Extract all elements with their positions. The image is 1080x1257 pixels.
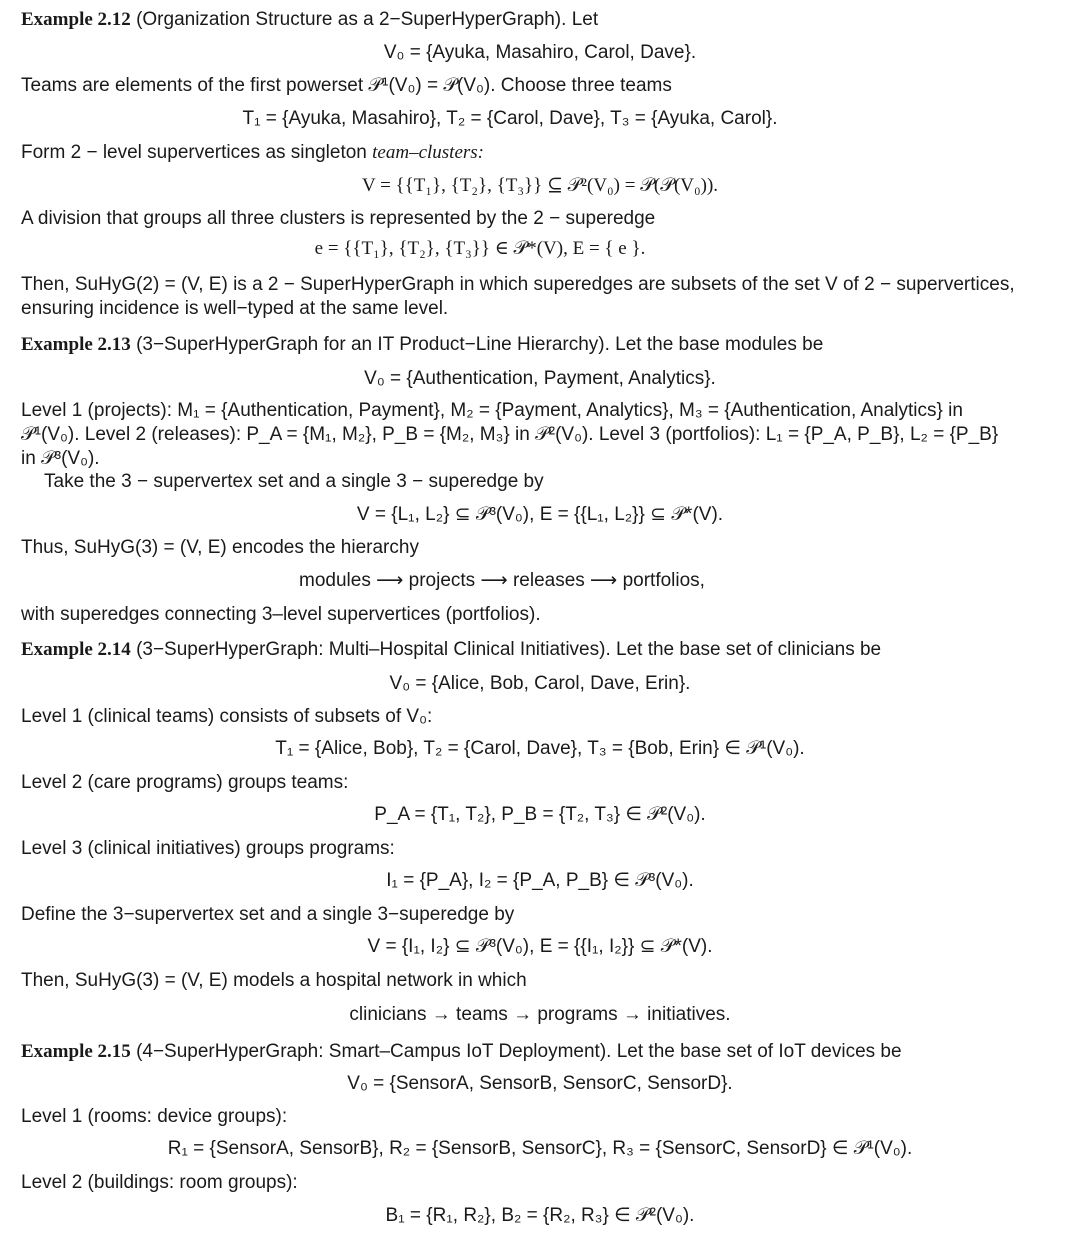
example-2-15-heading: Example 2.15 (4−SuperHyperGraph: Smart–Campus IoT Deployment). Let the base set of IoT devices be	[21, 1041, 902, 1062]
example-label: Example 2.14	[21, 639, 131, 660]
text: Let	[571, 9, 599, 30]
example-2-12-heading	[21, 8, 598, 32]
paragraph: Level 2 (buildings: room groups):	[21, 1172, 298, 1193]
paragraph: Then, SuHyG(2) = (V, E) is a 2 − SuperHyperGraph in which superedges are subsets of the set V of 2 − supervertices,	[21, 274, 1015, 295]
paragraph: Level 1 (rooms: device groups):	[21, 1106, 288, 1127]
example-title: (Organization Structure as a 2−SuperHyperGraph).	[136, 9, 567, 30]
example-2-14-heading: Example 2.14 (3−SuperHyperGraph: Multi–Hospital Clinical Initiatives). Let the base set of clinicians be	[21, 639, 882, 660]
paragraph: Form 2 − level supervertices as singleton team–clusters:	[21, 142, 485, 163]
paragraph: Take the 3 − supervertex set and a single 3 − superedge by	[44, 471, 544, 492]
equation-v0: V₀ = {Ayuka, Masahiro, Carol, Dave}.	[383, 42, 697, 63]
equation-supervertex-set: V = {L₁, L₂} ⊆ 𝒫³(V₀), E = {{L₁, L₂}} ⊆ 𝒫*(V).	[356, 504, 724, 525]
paragraph: Teams are elements of the first powerset 𝒫¹(V₀) = 𝒫(V₀). Choose three teams	[21, 75, 672, 96]
paragraph: ensuring incidence is well−typed at the same level.	[21, 298, 449, 319]
equation-supervertices: V = {{T₁}, {T₂}, {T₃}} ⊆ 𝒫²(V₀) = 𝒫(𝒫(V₀)).	[361, 175, 719, 196]
equation-teams: T₁ = {Ayuka, Masahiro}, T₂ = {Carol, Dave}, T₃ = {Ayuka, Carol}.	[242, 108, 778, 129]
paragraph: with superedges connecting 3–level supervertices (portfolios).	[21, 604, 541, 625]
paragraph: Define the 3−supervertex set and a single 3−superedge by	[21, 904, 515, 925]
example-label: Example 2.15	[21, 1041, 131, 1062]
equation-buildings: B₁ = {R₁, R₂}, B₂ = {R₂, R₃} ∈ 𝒫²(V₀).	[385, 1205, 695, 1226]
example-label: Example 2.12	[21, 9, 131, 30]
equation-teams: T₁ = {Alice, Bob}, T₂ = {Carol, Dave}, T₃ = {Bob, Erin} ∈ 𝒫¹(V₀).	[275, 738, 805, 759]
paragraph: Level 2 (care programs) groups teams:	[21, 772, 349, 793]
equation-supervertex-set: V = {I₁, I₂} ⊆ 𝒫³(V₀), E = {{I₁, I₂}} ⊆ 𝒫*(V).	[367, 936, 713, 957]
paragraph: Thus, SuHyG(3) = (V, E) encodes the hierarchy	[21, 537, 419, 558]
equation-v0: V₀ = {SensorA, SensorB, SensorC, SensorD}.	[347, 1073, 733, 1094]
example-title: (4−SuperHyperGraph: Smart–Campus IoT Deployment).	[136, 1041, 612, 1062]
equation-hierarchy: clinicians → teams → programs → initiatives.	[349, 1004, 731, 1025]
paragraph: A division that groups all three clusters is represented by the 2 − superedge	[21, 208, 656, 229]
example-title: (3−SuperHyperGraph: Multi–Hospital Clinical Initiatives).	[136, 639, 611, 660]
equation-hierarchy: modules ⟶ projects ⟶ releases ⟶ portfolios,	[299, 570, 705, 591]
paragraph: in 𝒫³(V₀).	[21, 448, 100, 469]
equation-rooms: R₁ = {SensorA, SensorB}, R₂ = {SensorB, SensorC}, R₃ = {SensorC, SensorD} ∈ 𝒫¹(V₀).	[167, 1138, 913, 1159]
equation-v0: V₀ = {Alice, Bob, Carol, Dave, Erin}.	[389, 673, 691, 694]
paragraph: Level 3 (clinical initiatives) groups programs:	[21, 838, 395, 859]
example-2-13-heading: Example 2.13 (3−SuperHyperGraph for an IT Product−Line Hierarchy). Let the base modules be	[21, 334, 824, 355]
example-label: Example 2.13	[21, 334, 131, 355]
equation-superedge: e = {{T₁}, {T₂}, {T₃}} ∈ 𝒫*(V), E = { e }.	[314, 238, 646, 259]
equation-v0: V₀ = {Authentication, Payment, Analytics}.	[364, 368, 716, 389]
equation-programs: P_A = {T₁, T₂}, P_B = {T₂, T₃} ∈ 𝒫²(V₀).	[374, 804, 706, 825]
paragraph: 𝒫¹(V₀). Level 2 (releases): P_A = {M₁, M₂}, P_B = {M₂, M₃} in 𝒫²(V₀). Level 3 (portfolios): L₁ = {P_A, P_B}, L₂ = {P_B}	[21, 424, 999, 445]
example-title: (3−SuperHyperGraph for an IT Product−Line Hierarchy).	[136, 334, 610, 355]
paragraph: Then, SuHyG(3) = (V, E) models a hospital network in which	[21, 970, 527, 991]
paragraph: Level 1 (projects): M₁ = {Authentication, Payment}, M₂ = {Payment, Analytics}, M₃ = {Authentication, Analytics} in	[21, 400, 963, 421]
paragraph: Level 1 (clinical teams) consists of subsets of V₀:	[21, 706, 433, 727]
equation-initiatives: I₁ = {P_A}, I₂ = {P_A, P_B} ∈ 𝒫³(V₀).	[386, 870, 694, 891]
